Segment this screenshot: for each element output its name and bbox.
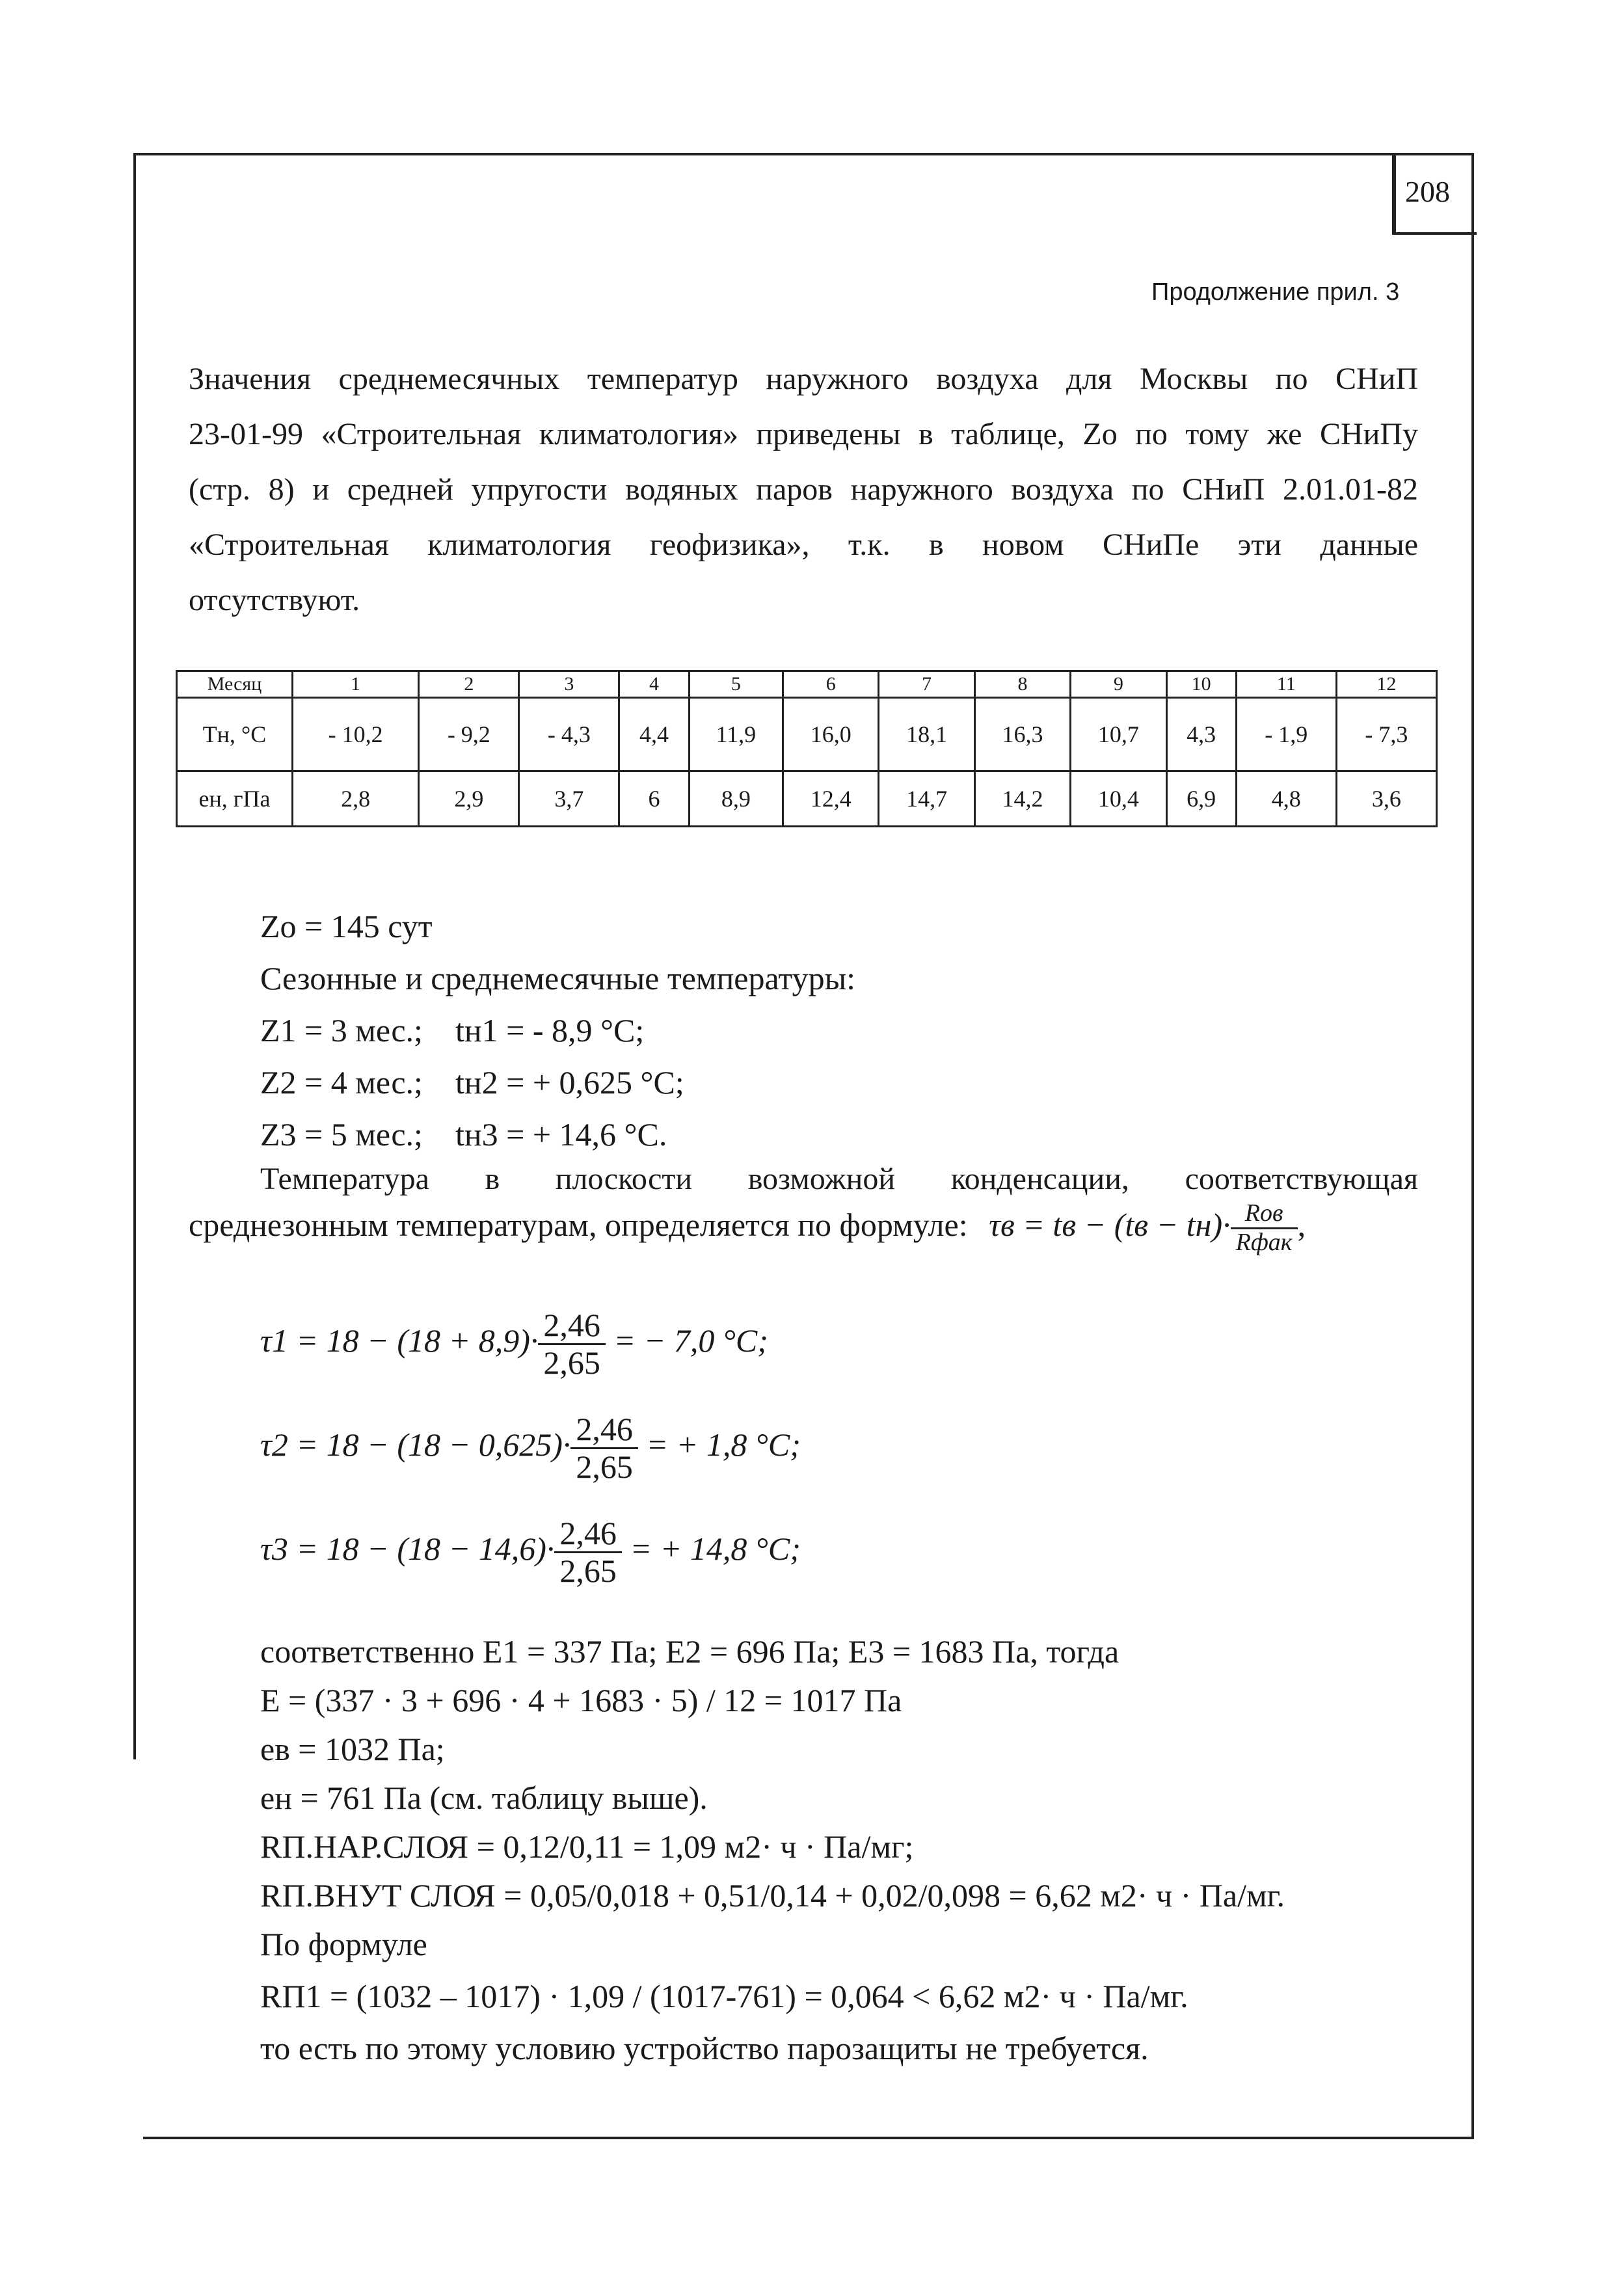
intro-line: «Строительная климатология геофизика», т.к. в новом СНиПе эти данные [189, 527, 1418, 562]
table-cell: 2,8 [293, 771, 419, 827]
table-header-cell: 8 [974, 671, 1070, 698]
tau-numerator: 2,46 [538, 1307, 606, 1345]
table-cell: - 10,2 [293, 698, 419, 771]
table-cell: - 4,3 [519, 698, 619, 771]
tau-denominator: 2,65 [559, 1553, 617, 1589]
continuation-label: Продолжение прил. 3 [1151, 278, 1400, 306]
table-cell: 11,9 [689, 698, 783, 771]
table-row [177, 771, 1437, 827]
formula-numerator: Rов [1231, 1200, 1298, 1229]
table-header-cell: 10 [1166, 671, 1236, 698]
table-cell: 4,4 [619, 698, 689, 771]
season-z: Z3 = 5 мес.; [260, 1116, 423, 1153]
page-number: 208 [1405, 175, 1450, 208]
table-cell: 4,8 [1236, 771, 1336, 827]
table-cell: 6 [619, 771, 689, 827]
tau-rhs: = + 14,8 °C; [630, 1530, 801, 1567]
season-t: tн2 = + 0,625 °С; [455, 1064, 684, 1101]
table-cell: 6,9 [1166, 771, 1236, 827]
season-z: Z1 = 3 мес.; [260, 1012, 423, 1048]
table-cell: 10,4 [1071, 771, 1166, 827]
table-cell: 2,9 [419, 771, 519, 827]
tau-lhs: τ1 = 18 − (18 + 8,9)· [260, 1322, 539, 1359]
result-line: ев = 1032 Па; [260, 1731, 445, 1767]
intro-line: 23-01-99 «Строительная климатология» приведены в таблице, Zо по тому же СНиПу [189, 417, 1418, 451]
table-header-cell: 6 [783, 671, 879, 698]
intro-line: отсутствуют. [189, 583, 360, 617]
table-header-row [177, 671, 1437, 698]
tau-line [260, 1411, 801, 1485]
intro-line: (стр. 8) и средней упругости водяных паров наружного воздуха по СНиП 2.01.01-82 [189, 472, 1418, 507]
result-line: ен = 761 Па (см. таблицу выше). [260, 1780, 708, 1816]
table-header-cell: 3 [519, 671, 619, 698]
formula-fraction [1231, 1200, 1298, 1257]
tau-numerator: 2,46 [554, 1515, 622, 1553]
table-cell: 16,3 [974, 698, 1070, 771]
tau-denominator: 2,65 [543, 1344, 600, 1381]
table-header-cell: 1 [293, 671, 419, 698]
table-cell: 12,4 [783, 771, 879, 827]
season-t: tн3 = + 14,6 °С. [455, 1116, 667, 1153]
season-z: Z2 = 4 мес.; [260, 1064, 423, 1101]
result-line: RП.ВНУТ СЛОЯ = 0,05/0,018 + 0,51/0,14 + 0,02/0,098 = 6,62 м2· ч · Па/мг. [260, 1877, 1285, 1914]
table-header-cell: Месяц [177, 671, 293, 698]
table-cell: - 1,9 [1236, 698, 1336, 771]
tau-fraction [554, 1515, 622, 1589]
tau-rhs: = − 7,0 °C; [613, 1322, 768, 1359]
table-cell: 14,7 [879, 771, 974, 827]
table-cell: Тн, °С [177, 698, 293, 771]
z0-line: Zo = 145 сут [260, 908, 433, 944]
table-cell: - 7,3 [1336, 698, 1436, 771]
table-cell: ен, гПа [177, 771, 293, 827]
table-cell: 4,3 [1166, 698, 1236, 771]
tau-lhs: τ3 = 18 − (18 − 14,6)· [260, 1530, 555, 1567]
page-frame-bottom [143, 2137, 1474, 2139]
result-line: RП.НАР.СЛОЯ = 0,12/0,11 = 1,09 м2· ч · Па/мг; [260, 1828, 914, 1865]
result-line: RП1 = (1032 – 1017) · 1,09 / (1017-761) = 0,064 < 6,62 м2· ч · Па/мг. [260, 1978, 1188, 2014]
tau-line [260, 1515, 801, 1589]
result-line: По формуле [260, 1926, 427, 1962]
climate-table [176, 670, 1438, 827]
table-header-cell: 4 [619, 671, 689, 698]
result-line: E = (337 · 3 + 696 · 4 + 1683 · 5) / 12 = 1017 Па [260, 1682, 902, 1718]
tau-numerator: 2,46 [570, 1411, 638, 1449]
plane-line: Температура в плоскости возможной конденсации, соответствующая [260, 1162, 1418, 1196]
intro-line: Значения среднемесячных температур наружного воздуха для Москвы по СНиП [189, 362, 1418, 396]
table-cell: 8,9 [689, 771, 783, 827]
table-cell: 18,1 [879, 698, 974, 771]
page-frame-left [133, 153, 136, 1759]
table-cell: 3,6 [1336, 771, 1436, 827]
table-cell: 14,2 [974, 771, 1070, 827]
formula-line [189, 1200, 1306, 1257]
table-cell: - 9,2 [419, 698, 519, 771]
table-cell: 16,0 [783, 698, 879, 771]
tau-line [260, 1307, 768, 1381]
page-frame-right [1471, 153, 1474, 2137]
seasonal-title: Сезонные и среднемесячные температуры: [260, 960, 856, 996]
season-t: tн1 = - 8,9 °С; [455, 1012, 645, 1048]
table-cell: 3,7 [519, 771, 619, 827]
formula-lhs: τв = tв − (tв − tн)· [989, 1206, 1231, 1243]
table-row [177, 698, 1437, 771]
table-header-cell: 7 [879, 671, 974, 698]
tau-lhs: τ2 = 18 − (18 − 0,625)· [260, 1426, 571, 1463]
formula-intro: среднезонным температурам, определяется по формуле: [189, 1206, 968, 1243]
formula-tail: , [1297, 1206, 1306, 1243]
table-header-cell: 9 [1071, 671, 1166, 698]
formula-denominator: Rфак [1235, 1228, 1293, 1256]
result-line: соответственно E1 = 337 Па; E2 = 696 Па; E3 = 1683 Па, тогда [260, 1633, 1120, 1670]
tau-fraction [538, 1307, 606, 1381]
table-header-cell: 12 [1336, 671, 1436, 698]
result-line: то есть по этому условию устройство парозащиты не требуется. [260, 2030, 1149, 2066]
table-cell: 10,7 [1071, 698, 1166, 771]
tau-fraction [570, 1411, 638, 1485]
table-header-cell: 11 [1236, 671, 1336, 698]
table-header-cell: 2 [419, 671, 519, 698]
page-frame-top [133, 153, 1473, 155]
table-header-cell: 5 [689, 671, 783, 698]
tau-rhs: = + 1,8 °C; [646, 1426, 801, 1463]
tau-denominator: 2,65 [576, 1448, 633, 1485]
